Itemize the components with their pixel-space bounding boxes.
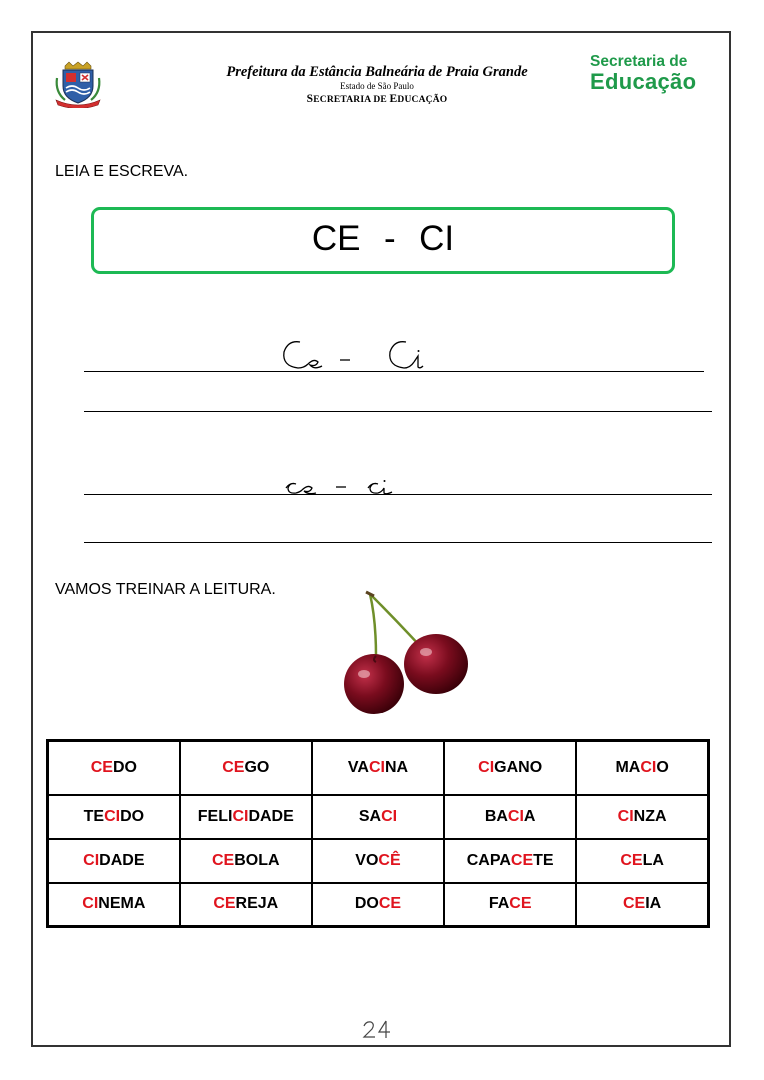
- word-part: DO: [112, 758, 137, 776]
- word-cell: [48, 839, 180, 883]
- word-syllable-highlight: CE: [213, 895, 236, 913]
- word-syllable-highlight: CI: [381, 807, 398, 825]
- word-cell: [48, 883, 180, 927]
- word-syllable-highlight: CI: [617, 807, 634, 825]
- word-cell: [312, 839, 444, 883]
- word-syllable-highlight: CI: [507, 807, 524, 825]
- word-cell: [576, 883, 708, 927]
- word-part: VA: [347, 758, 369, 776]
- word-cell: [444, 883, 576, 927]
- word-cell: [312, 741, 444, 795]
- word-cell: [312, 795, 444, 839]
- word-part: FA: [488, 895, 510, 913]
- word-part: TE: [83, 807, 105, 825]
- instruction-read-write: LEIA E ESCREVA.: [55, 163, 189, 180]
- word-cell: [444, 795, 576, 839]
- word-part: REJA: [235, 895, 279, 913]
- word-syllable-highlight: CÊ: [378, 851, 401, 869]
- word-cell: [444, 839, 576, 883]
- word-part: VO: [355, 851, 379, 869]
- word-syllable-highlight: CI: [478, 758, 495, 776]
- header-state: Estado de São Paulo: [340, 81, 414, 91]
- word-syllable-highlight: CI: [232, 807, 249, 825]
- word-part: FELI: [197, 807, 233, 825]
- word-part: A: [523, 807, 536, 825]
- word-part: LA: [642, 851, 664, 869]
- word-part: TE: [533, 851, 554, 869]
- word-part: BOLA: [234, 851, 280, 869]
- word-part: IA: [645, 895, 662, 913]
- word-syllable-highlight: CI: [104, 807, 121, 825]
- table-row: [48, 795, 709, 839]
- syllable-box: CE - CI: [91, 207, 675, 274]
- word-syllable-highlight: CI: [368, 758, 385, 776]
- word-part: NZA: [633, 807, 667, 825]
- writing-line: [84, 542, 712, 543]
- word-part: DO: [120, 807, 145, 825]
- word-cell: [576, 839, 708, 883]
- word-part: GANO: [494, 758, 543, 776]
- word-cell: [312, 883, 444, 927]
- word-cell: [180, 741, 312, 795]
- word-part: DADE: [248, 807, 294, 825]
- word-part: DO: [354, 895, 379, 913]
- header-title: Prefeitura da Estância Balneária de Praia Grande: [226, 64, 528, 80]
- table-row: [48, 883, 709, 927]
- word-syllable-highlight: CE: [378, 895, 402, 913]
- word-cell: [180, 883, 312, 927]
- words-table: [46, 739, 710, 928]
- word-syllable-highlight: CE: [620, 851, 643, 869]
- page-number: [360, 1018, 394, 1040]
- cherries-image: [336, 590, 476, 720]
- word-part: DADE: [99, 851, 145, 869]
- word-cell: [48, 795, 180, 839]
- word-part: BA: [484, 807, 508, 825]
- word-cell: [180, 839, 312, 883]
- table-row: [48, 741, 709, 795]
- brand-bottom-text: Educação: [590, 69, 697, 94]
- word-part: CAPA: [466, 851, 511, 869]
- city-crest-logo: [51, 60, 105, 108]
- word-cell: [48, 741, 180, 795]
- word-syllable-highlight: CI: [83, 851, 100, 869]
- cursive-uppercase-ce-ci: [278, 336, 428, 372]
- word-syllable-highlight: CE: [212, 851, 235, 869]
- table-row: [48, 839, 709, 883]
- word-part: GO: [244, 758, 270, 776]
- cursive-lowercase-ce-ci: [284, 474, 404, 498]
- header-text-block: [200, 64, 554, 107]
- word-syllable-highlight: CE: [222, 758, 245, 776]
- header-department: SECRETARIA DE EDUCAÇÃO: [306, 93, 448, 105]
- word-part: NA: [384, 758, 409, 776]
- brand-top-text: Secretaria de: [590, 53, 688, 70]
- secretaria-educacao-logo: [590, 54, 696, 94]
- word-syllable-highlight: CI: [82, 895, 99, 913]
- word-syllable-highlight: CE: [510, 851, 534, 869]
- instruction-reading-practice: VAMOS TREINAR A LEITURA.: [55, 581, 276, 598]
- word-syllable-highlight: CE: [623, 895, 646, 913]
- word-part: SA: [358, 807, 382, 825]
- writing-line: [84, 411, 712, 412]
- word-part: MA: [615, 758, 641, 776]
- word-syllable-highlight: CE: [90, 758, 113, 776]
- word-part: NEMA: [98, 895, 146, 913]
- word-cell: [444, 741, 576, 795]
- word-syllable-highlight: CI: [640, 758, 657, 776]
- word-cell: [180, 795, 312, 839]
- word-syllable-highlight: CE: [509, 895, 532, 913]
- word-cell: [576, 795, 708, 839]
- word-cell: [576, 741, 708, 795]
- word-part: O: [656, 758, 669, 776]
